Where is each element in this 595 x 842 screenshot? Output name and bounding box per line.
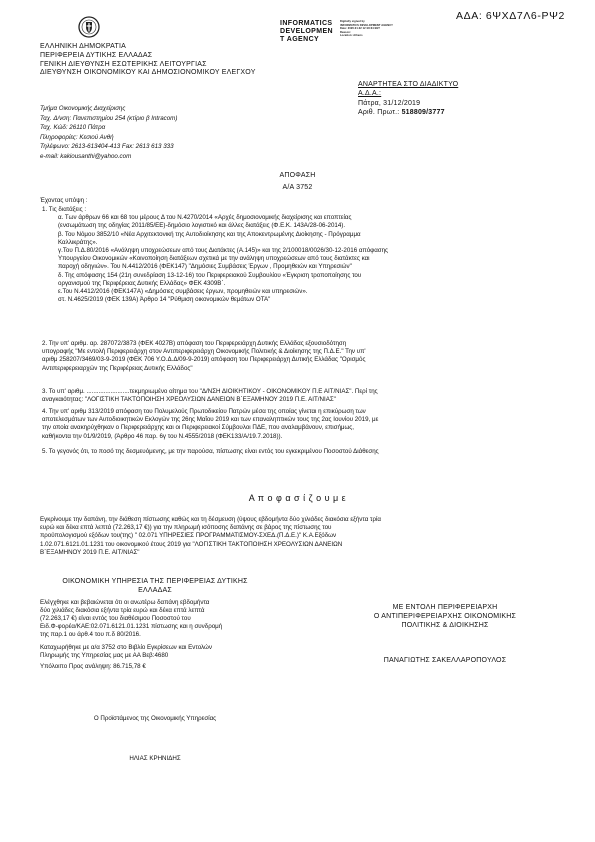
info-person: Πληροφορίες: Κεσιού Ανθή <box>40 133 114 141</box>
signature-line: Date: 2020.01.02 12:18:34 EET <box>340 27 380 30</box>
item-line: 4. Την υπ' αριθμ 313/2019 απόφαση του Πολυμελούς Πρωτοδικείου Πατρών μέσα της οποίας γίνεται η επικύρωση των <box>42 408 366 415</box>
address: Ταχ. Δ/νση: Πανεπιστημίου 254 (κτίριο β Intracom) <box>40 114 178 122</box>
financial-service-block <box>40 578 270 671</box>
item-line: καθήκοντα την 01/9/2019, (Άρθρο 46 παρ. 6γ του Ν.4555/2018 (ΦΕΚ133/Α/19.7.2018)). <box>42 432 283 440</box>
sub-line: Καλλικράτης». <box>58 238 98 246</box>
sub-line: οργανισμού της Περιφέρειας Δυτικής Ελλάδας» ΦΕΚ 4309Β΄. <box>58 279 226 287</box>
deputy-title-line-2: ΠΟΛΙΤΙΚΗΣ & ΔΙΟΙΚΗΣΗΣ <box>401 621 489 629</box>
item-line: την οποία ανακηρύχθηκαν ο Περιφερειάρχης και οι Περιφερειακοί Σύμβουλοι ΠΔΕ, που αναλαμβάνουν, επισήμως, <box>42 424 354 432</box>
verification-text <box>40 599 270 640</box>
verification-line: δύο χιλιάδες διακόσια εξήντα τρία ευρώ και δέκα επτά λεπτά <box>40 606 205 614</box>
deputy-governor-name: ΠΑΝΑΓΙΩΤΗΣ ΣΑΚΕΛΛΑΡΟΠΟΥΛΟΣ <box>383 657 507 664</box>
sub-b <box>58 231 562 247</box>
item-2 <box>42 340 562 373</box>
sub-c <box>58 247 562 272</box>
entry-line: Πληρωμής της Υπηρεσίας μας με ΑΑ Βεβ:4680 <box>40 651 169 659</box>
item-line: 3. Το υπ' αριθμ. .........................τεκμηριωμένο αίτημα του "Δ/ΝΣΗ ΔΙΟΙΚΗΤΙΚΟΥ - ΟΙΚΟΝΟΜΙΚΟΥ Π.Ε ΑΙΤ/ΝΙΑΣ". Περί της <box>42 388 378 395</box>
contact-info <box>40 104 177 162</box>
decision-line: ευρώ και δέκα επτά λεπτά (72.263,17 €)) για την πληρωμή ισόποσης δαπάνης σε βάρος της πίστωσης του <box>40 524 332 532</box>
item-line: αναγκαιότητας: "ΛΟΓΙΣΤΙΚΗ ΤΑΚΤΟΠΟΙΗΣΗ ΧΡΕΟΛΥΣΙΩΝ ΔΑΝΕΙΩΝ Β΄ΕΞΑΜΗΝΟΥ 2019 Π.Ε. ΑΙΤ/ΝΙΑΣ" <box>42 396 336 404</box>
protocol-label: Αριθ. Πρωτ.: <box>358 109 402 117</box>
on-behalf-line: ΜΕ ΕΝΤΟΛΗ ΠΕΡΙΦΕΡΕΙΑΡΧΗ <box>392 604 498 611</box>
item-1-head: 1. Τις διατάξεις : <box>42 206 87 213</box>
sub-d <box>58 272 562 288</box>
head-of-service-role: Ο Προϊστάμενος της Οικονομικής Υπηρεσίας <box>93 715 217 722</box>
verification-line: Ειδ.Φ-φορέα/ΚΑΕ:02.071.6121.01.1231 πίστωσης και η συνδρομή <box>40 623 223 631</box>
decide-heading: Α π ο φ α σ ί ζ ο υ μ ε <box>248 493 347 503</box>
financial-service-head-2: ΕΛΛΑΔΑΣ <box>138 586 172 594</box>
decision-line: προϋπολογισμού εξόδων του(της) " 02.071 ΥΠΗΡΕΣΙΕΣ ΠΡΟΓΡΑΜΜΑΤΙΣΜΟΥ-ΣΧΕΔ.(Π.Δ.Ε.)" Κ.Α.Εξόδων <box>40 532 337 540</box>
decision-text <box>40 516 560 557</box>
greek-emblem-icon <box>78 16 100 38</box>
deputy-title-line: Ο ΑΝΤΙΠΕΡΙΦΕΡΕΙΑΡΧΗΣ ΟΙΚΟΝΟΜΙΚΗΣ <box>373 612 517 620</box>
item-1-subs <box>42 214 562 304</box>
ada-label: Α.Δ.Α.: <box>358 89 382 97</box>
logo-line: INFORMATICS <box>280 20 333 27</box>
sub-a <box>58 214 562 230</box>
deputy-governor-block <box>330 604 560 630</box>
header-left-line: ΠΕΡΙΦΕΡΕΙΑ ΔΥΤΙΚΗΣ ΕΛΛΑΔΑΣ <box>40 51 153 59</box>
item-line: 2. Την υπ' αριθμ. αρ. 287072/3873 (ΦΕΚ 4027Β) απόφαση του Περιφερειάρχη Δυτικής Ελλάδας εξουσιοδότηση <box>42 340 347 347</box>
informatics-logo <box>280 20 333 44</box>
entry-line: Καταχωρήθηκε με α/α 3752 στο Βιβλίο Εγκρίσεων και Εντολών <box>40 643 212 651</box>
item-4 <box>42 408 562 441</box>
head-of-service-name: ΗΛΙΑΣ ΚΡΗΝΙΔΗΣ <box>129 755 181 762</box>
decision-title-1: ΑΠΟΦΑΣΗ <box>279 172 316 179</box>
signature-line: Reason: <box>340 30 351 34</box>
document-date: Πάτρα, 31/12/2019 <box>358 99 421 107</box>
sub-line: στ. Ν.4625/2019 (ΦΕΚ 139Α) Άρθρο 14 "Ρύθμιση οικονομικών θεμάτων ΟΤΑ" <box>58 296 271 304</box>
signature-line: Digitally signed by <box>340 20 365 23</box>
post-online-label: ΑΝΑΡΤΗΤΕΑ ΣΤΟ ΔΙΑΔΙΚΤΥΟ <box>358 81 459 88</box>
item-3 <box>42 388 562 404</box>
sub-line: β. Του Νόμου 3852/10 «Νέα Αρχιτεκτονική της Αυτοδιοίκησης και της Αποκεντρωμένης Διοίκησης - Πρόγραμμα <box>58 230 361 238</box>
department: Τμήμα Οικονομικής Διαχείρισης <box>40 105 126 112</box>
item-5: 5. Το γεγονός ότι, το ποσό της δεσμευόμενης, με την παρούσα, πίστωσης είναι εντός του εγκεκριμένου Ποσοστού Διάθεσης <box>42 448 379 455</box>
item-1 <box>42 206 562 304</box>
item-line: αποτελεσμάτων των Αυτοδιοικητικών Εκλογών της 26ης Μαΐου 2019 και των επαναληπτικών τους της 2ας Ιουνίου 2019, με <box>42 416 379 424</box>
logo-line: T AGENCY <box>280 36 320 44</box>
signature-line: INFORMATICS DEVELOPMENT AGENCY <box>340 23 394 27</box>
sub-line: παροχή οδηγιών». Του Ν.4412/2016 (ΦΕΚ147) "Δημόσιες Συμβάσεις Έργων , Προμηθειών και Υπηρεσιών" <box>58 263 352 271</box>
sub-line: δ. Της απόφασης 154 (21η συνεδρίαση 13-12-16) του Περιφερειακού Συμβουλίου «Έγκριση τροποποίησης του <box>58 271 362 279</box>
signature-line: Location: Athens <box>340 34 363 37</box>
financial-service-head-1: ΟΙΚΟΝΟΜΙΚΗ ΥΠΗΡΕΣΙΑ ΤΗΣ ΠΕΡΙΦΕΡΕΙΑΣ ΔΥΤΙΚΗΣ <box>62 578 248 585</box>
entry-text <box>40 644 270 660</box>
item-line: υπογραφής "Με εντολή Περιφερειάρχη στον Αντιπεριφερειάρχη Οικονομικής Πολιτικής & Διοίκησης της Π.Δ.Ε." Την υπ' <box>42 348 366 356</box>
sub-line: α. Των άρθρων 66 και 68 του μέρους Δ του Ν.4270/2014 «Αρχές δημοσιονομικής διαχείρισης και εποπτείας <box>58 214 352 222</box>
email: e-mail: kakiousanthi@yahoo.com <box>40 153 132 161</box>
sub-line: Υπουργείου Οικονομικών «Κοινοποίηση διατάξεων σχετικά με την ανάληψη υποχρεώσεων από τους διατάκτες και <box>58 255 370 263</box>
decision-line: 1.02.071.6121.01.1231 του οικονομικού έτους 2019 για "ΛΟΓΙΣΤΙΚΗ ΤΑΚΤΟΠΟΙΗΣΗ ΧΡΕΟΛΥΣΙΩΝ ΔΑΝΕΙΩΝ <box>40 540 343 548</box>
sub-line: ε.Του Ν.4412/2016 (ΦΕΚ147Α) «Δημόσιες συμβάσεις έργων, προμηθειών και υπηρεσιών». <box>58 287 308 295</box>
verification-line: Ελέγχθηκε και βεβαιώνεται ότι οι ανωτέρω δαπάνη εβδομήντα <box>40 598 210 606</box>
decision-line: Β΄ΕΞΑΜΗΝΟΥ 2019 Π.Ε. ΑΙΤ/ΝΙΑΣ" <box>40 548 140 556</box>
digital-signature-info <box>340 20 393 38</box>
header-left-line: ΓΕΝΙΚΗ ΔΙΕΥΘΥΝΣΗ ΕΣΩΤΕΡΙΚΗΣ ΛΕΙΤΟΥΡΓΙΑΣ <box>40 60 207 68</box>
phone: Τηλέφωνο: 2613-613404-413 Fax: 2613 613 333 <box>40 143 174 151</box>
postal-code: Ταχ. Κώδ: 26110 Πάτρα <box>40 124 106 132</box>
header-left-line: ΔΙΕΥΘΥΝΣΗ ΟΙΚΟΝΟΜΙΚΟΥ ΚΑΙ ΔΗΜΟΣΙΟΝΟΜΙΚΟΥ ΕΛΕΓΧΟΥ <box>40 69 256 77</box>
ada-code: ΑΔΑ: 6ΨΧΔ7Λ6-ΡΨ2 <box>456 10 565 22</box>
header-right <box>358 81 458 118</box>
header-left <box>40 43 256 78</box>
protocol-value: 518809/3777 <box>401 109 445 117</box>
sub-st <box>58 296 562 304</box>
sub-line: (ενσωμάτωση της οδηγίας 2011/85/ΕΕ)-δημόσιο λογιστικό και άλλες διατάξεις (Φ.Ε.Κ. 143Α/28-06-2014). <box>58 222 346 230</box>
item-line: αριθμ 258207/3469/03-9-2019 (ΦΕΚ 706 Υ.Ο.Δ.Δ/09-9-2019) απόφαση του Περιφερειάρχη Δυτικής Ελλάδας "Ορισμός <box>42 356 366 364</box>
protocol-number <box>358 109 458 118</box>
decision-title-2: Α/Α 3752 <box>282 184 313 191</box>
verification-line: της παρ.1 ου άρθ.4 του π.δ 80/2016. <box>40 631 141 639</box>
sub-line: γ.Του Π.Δ.80/2016 «Ανάληψη υποχρεώσεων από τους Διατάκτες (Α.145)» και της 2/100018/0026/30-12-2016 απόφασης <box>58 246 389 254</box>
logo-line: DEVELOPMEN <box>280 28 334 36</box>
verification-line: (72.263,17 €) είναι εντός του διαθέσιμου Ποσοστού του <box>40 615 191 622</box>
header-left-line: ΕΛΛΗΝΙΚΗ ΔΗΜΟΚΡΑΤΙΑ <box>40 43 127 50</box>
item-line: Αντιπεριφερειαρχών της Περιφέρειας Δυτικής Ελλάδος" <box>42 364 193 372</box>
intro-text: Έχοντας υπόψη : <box>40 197 88 204</box>
remaining-amount: Υπόλοιπο Προς ανάληψη: 86.715,78 € <box>40 662 146 670</box>
sub-e <box>58 288 562 296</box>
decision-line: Εγκρίνουμε την δαπάνη, την διάθεση πίστωσης καθώς και τη δέσμευση (ύψους εβδομήντα δύο χιλιάδες διακόσια εξήντα τρία <box>40 516 381 523</box>
